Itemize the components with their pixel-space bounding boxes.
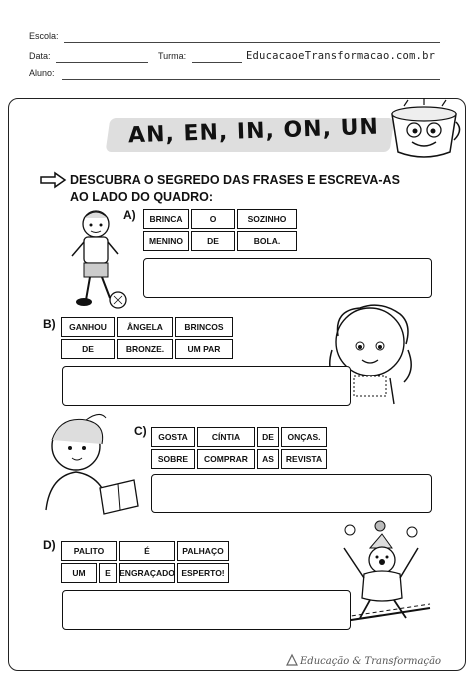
word-cell: O bbox=[191, 209, 235, 229]
word-cell: UM PAR bbox=[175, 339, 233, 359]
section-c-label: C) bbox=[134, 424, 147, 438]
word-cell: BRONZE. bbox=[117, 339, 173, 359]
aluno-label: Aluno: bbox=[29, 68, 55, 78]
boy-soccer-icon bbox=[62, 206, 132, 310]
escola-field[interactable] bbox=[64, 42, 440, 43]
word-cell: SOBRE bbox=[151, 449, 195, 469]
word-cell: CÍNTIA bbox=[197, 427, 255, 447]
word-cell: AS bbox=[257, 449, 279, 469]
word-cell: E bbox=[99, 563, 117, 583]
word-cell: SOZINHO bbox=[237, 209, 297, 229]
word-cell: PALITO bbox=[61, 541, 117, 561]
footer-brand: Educação & Transformação bbox=[300, 656, 442, 667]
word-cell: ONÇAS. bbox=[281, 427, 327, 447]
section-a-label: A) bbox=[123, 208, 136, 222]
word-cell: UM bbox=[61, 563, 97, 583]
site-url: EducacaoeTransformacao.com.br bbox=[246, 50, 436, 62]
word-cell: GANHOU bbox=[61, 317, 115, 337]
word-cell: DE bbox=[191, 231, 235, 251]
word-cell: ESPERTO! bbox=[177, 563, 229, 583]
data-field[interactable] bbox=[56, 62, 148, 63]
word-cell: ENGRAÇADO bbox=[119, 563, 175, 583]
data-label: Data: bbox=[29, 51, 51, 61]
section-a-answer-box[interactable] bbox=[143, 258, 432, 298]
instruction-text: DESCUBRA O SEGREDO DAS FRASES E ESCREVA-AS AO LADO DO QUADRO: bbox=[70, 173, 400, 204]
escola-label: Escola: bbox=[29, 31, 59, 41]
section-c-grid bbox=[150, 426, 328, 470]
logo-icon bbox=[285, 653, 299, 667]
turma-label: Turma: bbox=[158, 51, 187, 61]
section-d-label: D) bbox=[43, 538, 56, 552]
girl-reading-icon bbox=[30, 410, 140, 520]
section-b-answer-box[interactable] bbox=[62, 366, 351, 406]
page-title: AN, EN, IN, ON, UN bbox=[127, 114, 379, 149]
word-cell: BRINCA bbox=[143, 209, 189, 229]
arrow-icon bbox=[40, 172, 66, 188]
section-c-answer-box[interactable] bbox=[151, 474, 432, 513]
section-d-grid bbox=[60, 540, 230, 584]
turma-field[interactable] bbox=[192, 62, 242, 63]
section-d-answer-box[interactable] bbox=[62, 590, 351, 630]
word-cell: É bbox=[119, 541, 175, 561]
aluno-field[interactable] bbox=[62, 79, 440, 80]
section-b-grid bbox=[60, 316, 234, 360]
cup-mascot-icon bbox=[384, 100, 464, 162]
word-cell: GOSTA bbox=[151, 427, 195, 447]
section-a-grid bbox=[142, 208, 298, 252]
word-cell: BOLA. bbox=[237, 231, 297, 251]
word-cell: DE bbox=[257, 427, 279, 447]
word-cell: COMPRAR bbox=[197, 449, 255, 469]
word-cell: PALHAÇO bbox=[177, 541, 229, 561]
word-cell: DE bbox=[61, 339, 115, 359]
section-b-label: B) bbox=[43, 317, 56, 331]
word-cell: REVISTA bbox=[281, 449, 327, 469]
word-cell: ÂNGELA bbox=[117, 317, 173, 337]
word-cell: BRINCOS bbox=[175, 317, 233, 337]
word-cell: MENINO bbox=[143, 231, 189, 251]
